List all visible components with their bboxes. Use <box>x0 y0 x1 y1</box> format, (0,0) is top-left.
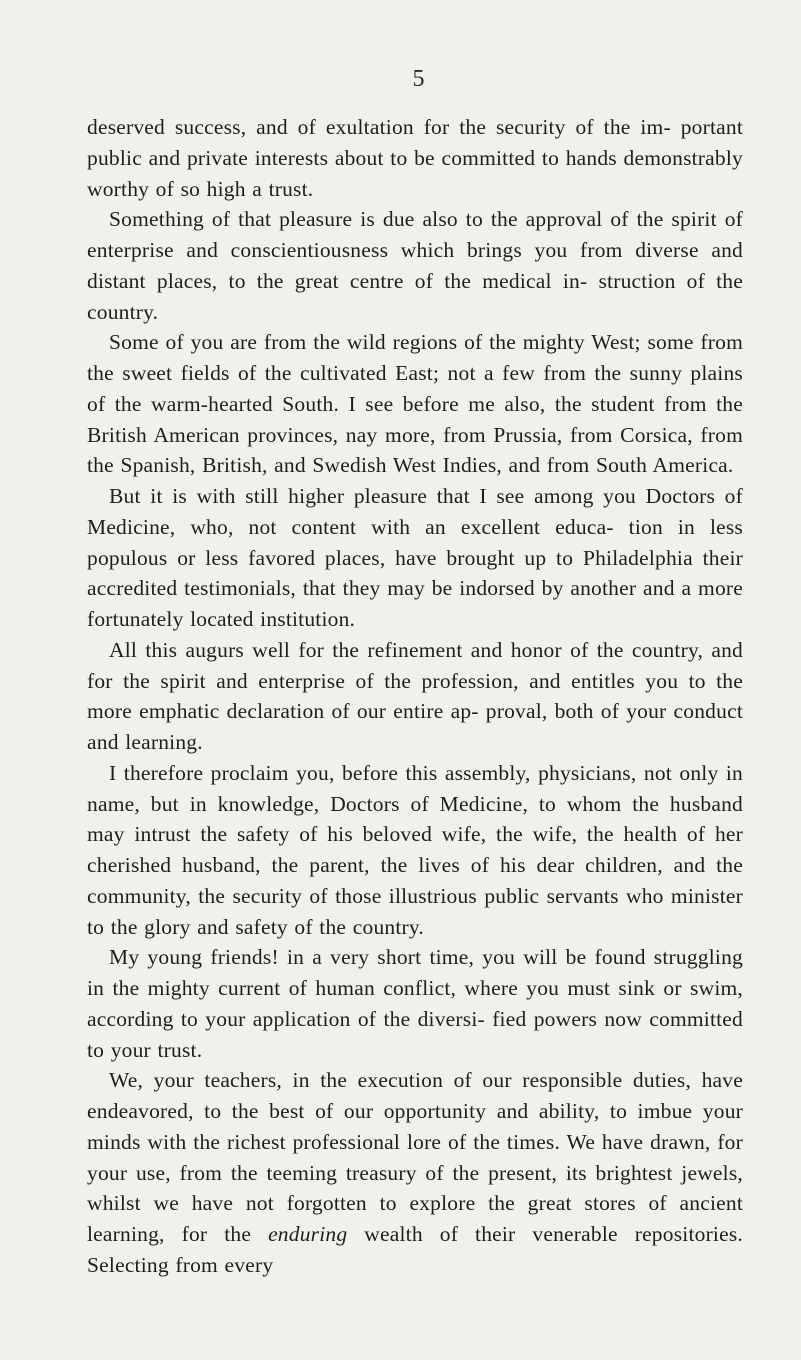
paragraph-8-start: We, your teachers, in the execution of our responsible duties, have endeavored, to the best of our opportunity and ability, to imbue your minds with the richest professional lore of the times. We have drawn, for your use, from the teeming treasury of the present, its brightest jewels, whilst we have not forgotten to explore the great stores of ancient learning, for the <box>87 1068 743 1246</box>
paragraph-6: I therefore proclaim you, before this assembly, physicians, not only in name, but in knowledge, Doctors of Medicine, to whom the husband may intrust the safety of his beloved wife, the wife, the health of her cherished husband, the parent, the lives of his dear children, and the community, the security of those illustrious public servants who minister to the glory and safety of the country. <box>87 760 743 939</box>
paragraph-5: All this augurs well for the refinement and honor of the country, and for the spirit and enterprise of the profession, and entitles you to the more emphatic declaration of our entire ap- proval, both of your conduct and learning. <box>87 637 743 754</box>
page-number: 5 <box>412 66 425 92</box>
paragraph-1: deserved success, and of exultation for the security of the im- portant public and private interests about to be committed to hands demonstrably worthy of so high a trust. <box>87 115 743 201</box>
paragraph-7: My young friends! in a very short time, you will be found struggling in the mighty current of human conflict, where you must sink or swim, according to your application of the diversi- fied powers now committed to your trust. <box>87 945 743 1062</box>
paragraph-8-end: wealth of their venerable repositories. Selecting from every <box>87 1222 743 1277</box>
italic-word: enduring <box>268 1222 348 1246</box>
body-text <box>87 112 743 1281</box>
paragraph-8 <box>87 1065 743 1280</box>
paragraph-3: Some of you are from the wild regions of the mighty West; some from the sweet fields of the cultivated East; not a few from the sunny plains of the warm-hearted South. I see before me also, the student from the British American provinces, nay more, from Prussia, from Corsica, from the Spanish, British, and Swedish West Indies, and from South America. <box>87 330 743 478</box>
paragraph-2: Something of that pleasure is due also to the approval of the spirit of enterprise and conscientiousness which brings you from diverse and distant places, to the great centre of the medical in- struction of the country. <box>87 207 743 324</box>
paragraph-4: But it is with still higher pleasure that I see among you Doctors of Medicine, who, not content with an excellent educa- tion in less populous or less favored places, have brought up to Philadelphia their accredited testimonials, that they may be indorsed by another and a more fortunately located institution. <box>87 484 743 631</box>
